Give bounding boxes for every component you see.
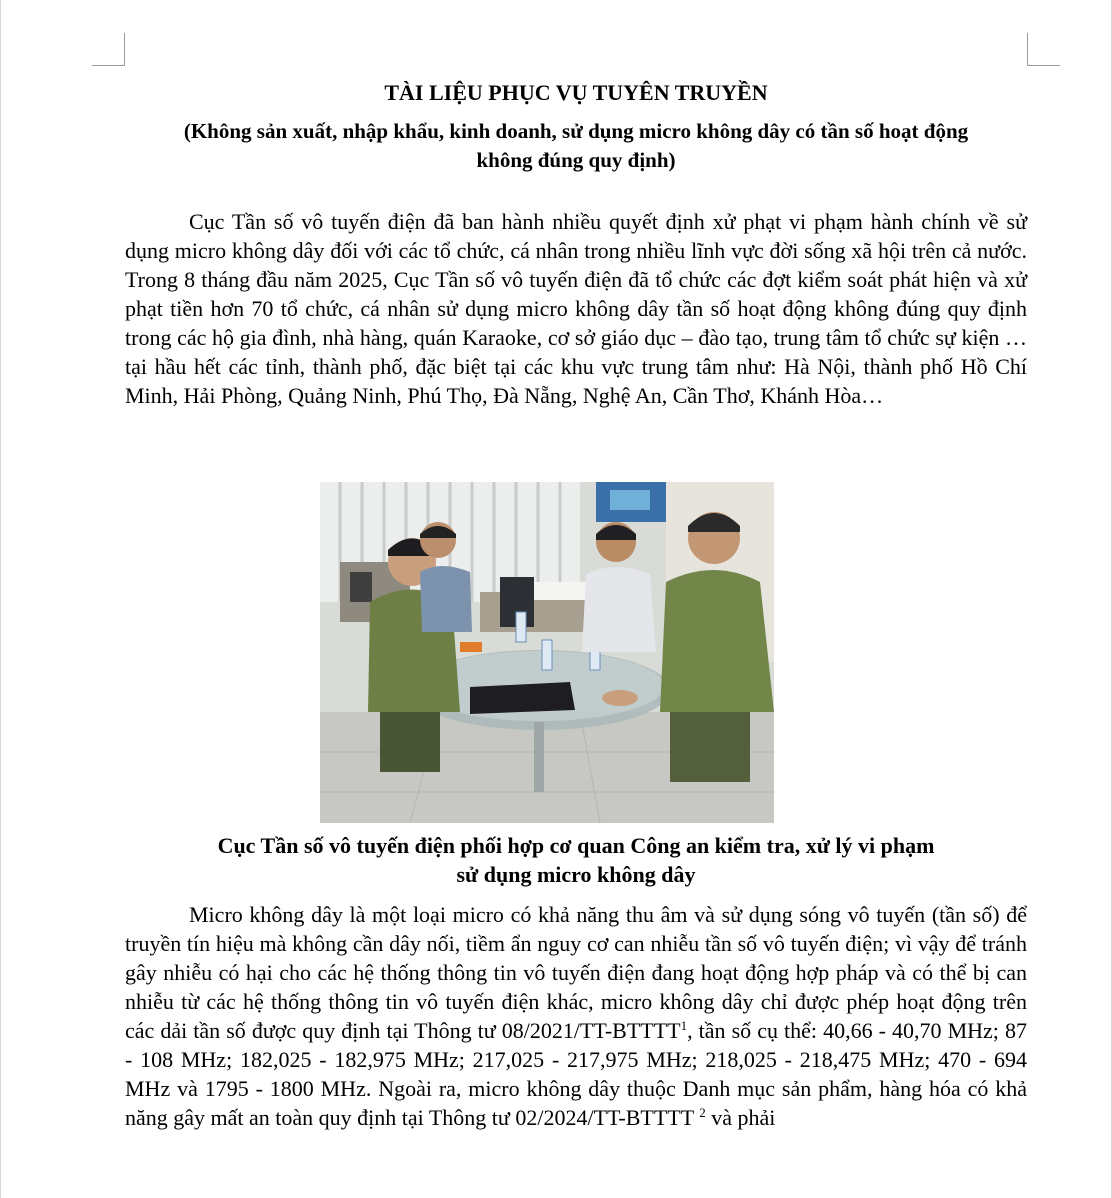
paragraph-1: Cục Tần số vô tuyến điện đã ban hành nhiều quyết định xử phạt vi phạm hành chính về sử dụng micro không dây đối với các tổ chức, cá nhân trong nhiều lĩnh vực đời sống xã hội trên cả nước. Trong 8 tháng đầu năm 2025, Cục Tần số vô tuyến điện đã tổ chức các đợt kiểm soát phát hiện và xử phạt tiền hơn 70 tổ chức, cá nhân sử dụng micro không dây tần số hoạt động không đúng quy định trong các hộ gia đình, nhà hàng, quán Karaoke, cơ sở giáo dục – đào tạo, trung tâm tổ chức sự kiện … tại hầu hết các tỉnh, thành phố, đặc biệt tại các khu vực trung tâm như: Hà Nội, thành phố Hồ Chí Minh, Hải Phòng, Quảng Ninh, Phú Thọ, Đà Nẵng, Nghệ An, Cần Thơ, Khánh Hòa… <box>125 209 1027 408</box>
photo-caption <box>125 831 1027 889</box>
subtitle-line-1: (Không sản xuất, nhập khẩu, kinh doanh, sử dụng micro không dây có tần số hoạt động <box>183 119 969 143</box>
page-left-edge <box>0 0 1 1198</box>
paragraph-2-part-2: , tần số cụ thể: 40,66 - 40,70 MHz; 87 - 108 MHz; 182,025 - 182,975 MHz; 217,025 - 217,975 MHz; 218,025 - 218,475 MHz; 470 - 694 MHz và 1795 - 1800 MHz. Ngoài ra, micro không dây thuộc Danh mục sản phẩm, hàng hóa có khả năng gây mất an toàn quy định tại Thông tư 02/2024/TT-BTTTT <box>125 1018 1027 1130</box>
caption-line-1: Cục Tần số vô tuyến điện phối hợp cơ quan Công an kiểm tra, xử lý vi phạm <box>217 833 935 858</box>
crop-mark-top-left <box>92 33 125 66</box>
footnote-ref-2[interactable]: 2 <box>699 1105 706 1120</box>
paragraph-2-part-1: Micro không dây là một loại micro có khả năng thu âm và sử dụng sóng vô tuyến (tần số) để truyền tín hiệu mà không cần dây nối, tiềm ẩn nguy cơ can nhiễu tần số vô tuyến điện; vì vậy để tránh gây nhiễu có hại cho các hệ thống thông tin vô tuyến điện đang hoạt động hợp pháp và có thể bị can nhiễu từ các hệ thống thông tin vô tuyến điện khác, micro không dây chỉ được phép hoạt động trên các dải tần số được quy định tại Thông tư 08/2021/TT-BTTTT <box>125 902 1027 1043</box>
document-title: TÀI LIỆU PHỤC VỤ TUYÊN TRUYỀN <box>384 80 768 105</box>
document-subtitle <box>125 117 1027 175</box>
paragraph-2 <box>125 900 1027 1132</box>
subtitle-line-2: không đúng quy định) <box>476 148 676 172</box>
footnote-ref-1[interactable]: 1 <box>680 1018 688 1033</box>
inspection-photo-image <box>320 482 774 823</box>
caption-line-2: sử dụng micro không dây <box>456 862 696 887</box>
paragraph-2-part-3: và phải <box>705 1105 776 1130</box>
inspection-photo <box>320 482 774 823</box>
crop-mark-top-right <box>1027 33 1060 66</box>
